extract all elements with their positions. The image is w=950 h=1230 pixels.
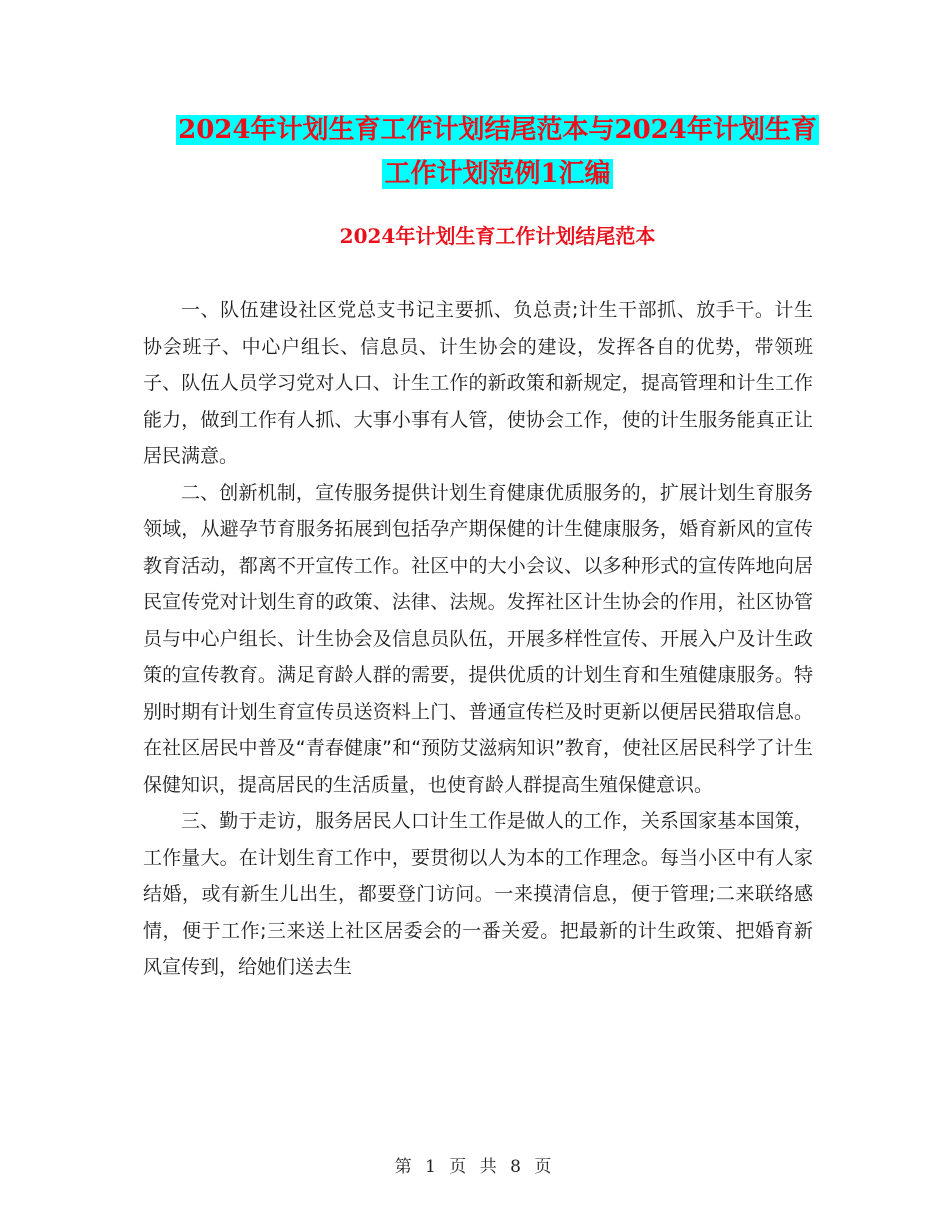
document-title: [120, 108, 875, 196]
paragraph-2: 二、创新机制，宣传服务提供计划生育健康优质服务的，扩展计划生育服务领域，从避孕节育服务拓展到包括孕产期保健的计生健康服务，婚育新风的宣传教育活动，都离不开宣传工作。社区中的大小会议、以多种形式的宣传阵地向居民宣传党对计划生育的政策、法律、法规。发挥社区计生协会的作用，社区协管员与中心户组长、计生协会及信息员队伍，开展多样性宣传、开展入户及计生政策的宣传教育。满足育龄人群的需要，提供优质的计划生育和生殖健康服务。特别时期有计划生育宣传员送资料上门、普通宣传栏及时更新以便居民猎取信息。在社区居民中普及“青春健康”和“预防艾滋病知识”教育，使社区居民科学了计生保健知识，提高居民的生活质量，也使育龄人群提高生殖保健意识。: [143, 481, 813, 796]
document-body: [143, 292, 813, 986]
section-heading: 2024年计划生育工作计划结尾范本: [339, 224, 656, 248]
paragraph-3: 三、勤于走访，服务居民人口计生工作是做人的工作，关系国家基本国策，工作量大。在计划生育工作中，要贯彻以人为本的工作理念。每当小区中有人家结婚，或有新生儿出生，都要登门访问。一来摸清信息，便于管理;二来联络感情，便于工作;三来送上社区居委会的一番关爱。把最新的计生政策、把婚育新风宣传到，给她们送去生: [143, 810, 813, 978]
page-footer: 第 1 页 共 8 页: [394, 1157, 556, 1177]
paragraph-1: 一、队伍建设社区党总支书记主要抓、负总责;计生干部抓、放手干。计生协会班子、中心户组长、信息员、计生协会的建设，发挥各自的优势，带领班子、队伍人员学习党对人口、计生工作的新政策和新规定，提高管理和计生工作能力，做到工作有人抓、大事小事有人管，使协会工作，使的计生服务能真正让居民满意。: [143, 299, 813, 467]
document-title-line-1: 2024年计划生育工作计划结尾范本与2024年计划生育: [178, 115, 817, 145]
document-title-line-2: 工作计划范例1汇编: [384, 159, 611, 189]
